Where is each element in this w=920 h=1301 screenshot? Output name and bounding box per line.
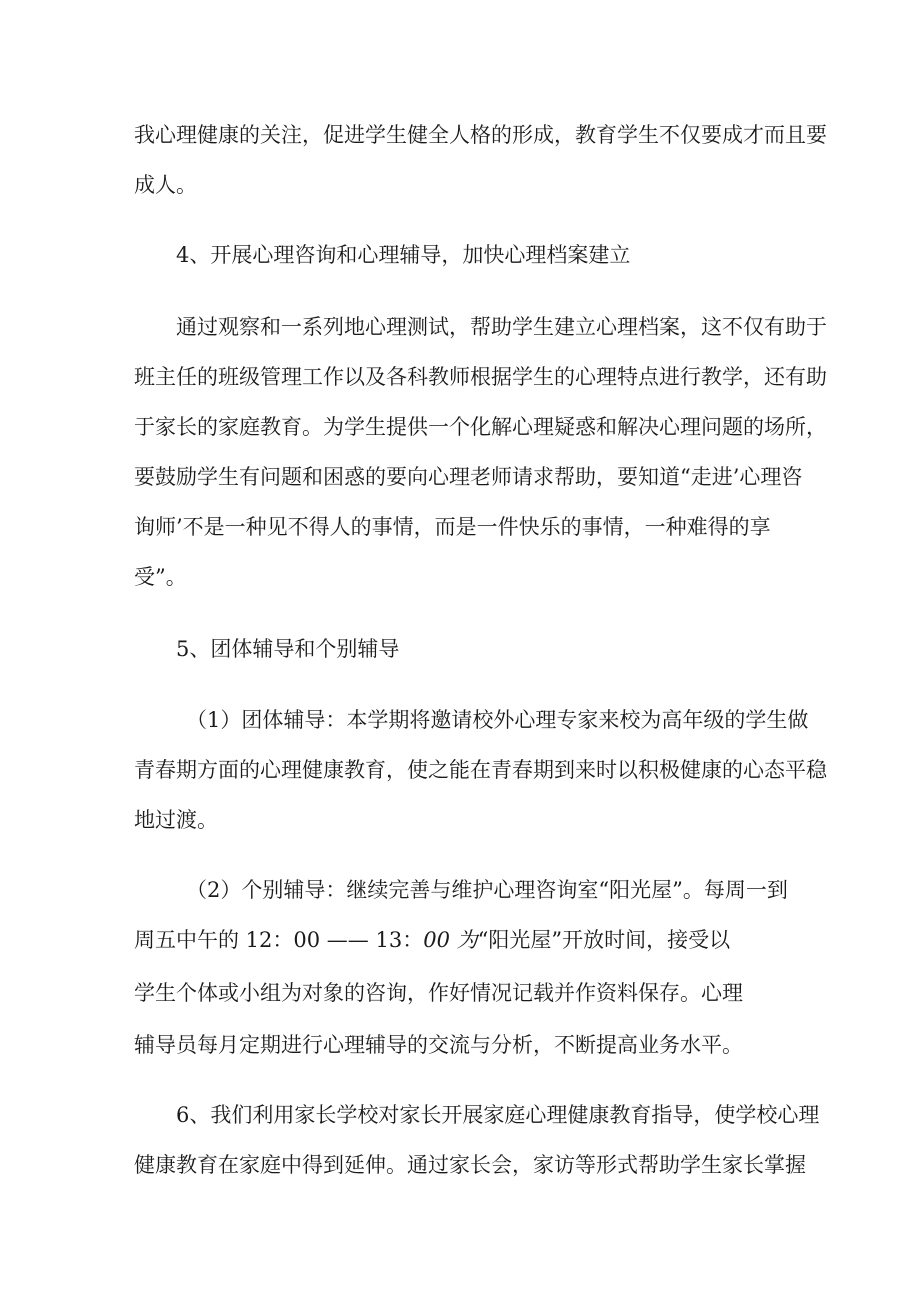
schedule-prefix: 周五中午的 12：00 —— 13： — [134, 928, 424, 952]
paragraph-line: 学生个体或小组为对象的咨询，作好情况记载并作资料保存。心理 — [134, 981, 743, 1005]
paragraph-line: 6、我们利用家长学校对家长开展家庭心理健康教育指导，使学校心理 — [176, 1103, 820, 1127]
section-heading-5: 5、团体辅导和个别辅导 — [176, 637, 400, 661]
paragraph-line: 要鼓励学生有问题和困惑的要向心理老师请求帮助，要知道“走进’心理咨 — [134, 465, 803, 489]
paragraph-line: （2）个别辅导：继续完善与维护心理咨询室“阳光屋”。每周一到 — [186, 878, 788, 902]
section-heading-4: 4、开展心理咨询和心理辅导，加快心理档案建立 — [176, 243, 631, 267]
paragraph-line: （1）团体辅导：本学期将邀请校外心理专家来校为高年级的学生做 — [186, 708, 809, 732]
paragraph-line: 辅导员每月定期进行心理辅导的交流与分析，不断提高业务水平。 — [134, 1033, 743, 1057]
schedule-italic: 00 为 — [423, 928, 478, 952]
paragraph-line: 于家长的家庭教育。为学生提供一个化解心理疑惑和解决心理问题的场所， — [134, 415, 827, 439]
paragraph-line: 我心理健康的关注，促进学生健全人格的形成，教育学生不仅要成才而且要 — [134, 123, 827, 147]
schedule-suffix: “阳光屋”开放时间，接受以 — [477, 928, 731, 952]
paragraph-line: 成人。 — [134, 173, 197, 197]
paragraph-line: 地过渡。 — [134, 808, 218, 832]
paragraph-line: 健康教育在家庭中得到延伸。通过家长会，家访等形式帮助学生家长掌握 — [134, 1153, 806, 1177]
schedule-line — [134, 925, 920, 955]
paragraph-line: 青春期方面的心理健康教育，使之能在青春期到来时以积极健康的心态平稳 — [134, 758, 827, 782]
paragraph-line: 询师’不是一种见不得人的事情，而是一件快乐的事情，一种难得的享 — [134, 515, 771, 539]
paragraph-line: 通过观察和一系列地心理测试，帮助学生建立心理档案，这不仅有助于 — [176, 315, 827, 339]
paragraph-line: 受”。 — [134, 565, 187, 589]
paragraph-line: 班主任的班级管理工作以及各科教师根据学生的心理特点进行教学，还有助 — [134, 365, 827, 389]
